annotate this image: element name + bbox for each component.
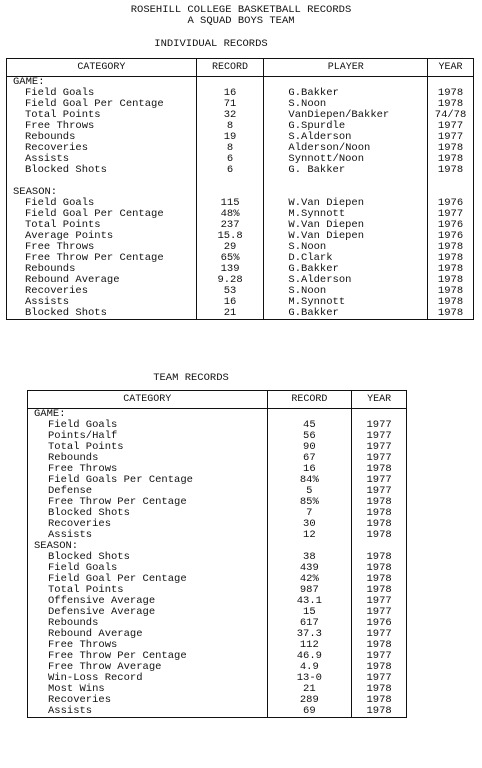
individual-col-category: CATEGORY xyxy=(7,59,197,77)
player-cell: G. Bakker xyxy=(264,165,428,176)
year-cell: 1978 xyxy=(428,286,474,297)
year-cell: 1978 xyxy=(352,497,407,508)
category-cell: Assists xyxy=(25,153,70,165)
section-label: SEASON: xyxy=(13,186,58,198)
section-label: GAME: xyxy=(13,76,45,88)
category-cell: Recoveries xyxy=(25,142,89,154)
record-cell: 289 xyxy=(267,695,352,706)
year-cell: 1978 xyxy=(352,662,407,673)
year-cell: 1977 xyxy=(352,442,407,453)
category-cell: Offensive Average xyxy=(48,595,156,607)
year-cell: 1976 xyxy=(352,618,407,629)
player-cell: G.Bakker xyxy=(264,308,428,320)
year-cell: 1976 xyxy=(428,231,474,242)
table-row xyxy=(7,165,474,176)
record-cell: 15 xyxy=(267,607,352,618)
category-cell: Field Goals xyxy=(48,419,118,431)
year-cell: 1977 xyxy=(352,607,407,618)
player-cell: S.Noon xyxy=(264,286,428,297)
category-cell: Field Goal Per Centage xyxy=(25,208,164,220)
category-cell: Free Throw Per Centage xyxy=(48,650,187,662)
year-cell: 74/78 xyxy=(428,110,474,121)
team-col-record: RECORD xyxy=(267,391,352,409)
record-cell: 9.28 xyxy=(196,275,264,286)
category-cell: Field Goals Per Centage xyxy=(48,474,193,486)
year-cell: 1978 xyxy=(428,297,474,308)
record-cell: 8 xyxy=(196,121,264,132)
team-records-heading: TEAM RECORDS xyxy=(153,372,229,384)
record-cell: 112 xyxy=(267,640,352,651)
table-row xyxy=(7,286,474,297)
table-row xyxy=(7,308,474,320)
category-cell: Defensive Average xyxy=(48,606,156,618)
individual-col-player: PLAYER xyxy=(264,59,428,77)
record-cell: 38 xyxy=(267,552,352,563)
year-cell: 1978 xyxy=(352,508,407,519)
year-cell: 1977 xyxy=(352,596,407,607)
spacer-cell xyxy=(196,176,264,187)
category-cell: Total Points xyxy=(48,441,124,453)
category-cell: Defense xyxy=(48,485,93,497)
year-cell: 1977 xyxy=(428,209,474,220)
category-cell: Recoveries xyxy=(25,285,89,297)
category-cell: Field Goals xyxy=(25,87,95,99)
record-cell: 71 xyxy=(196,99,264,110)
year-cell: 1976 xyxy=(428,220,474,231)
team-header-row xyxy=(28,391,407,409)
year-cell: 1978 xyxy=(352,552,407,563)
record-cell: 15.8 xyxy=(196,231,264,242)
year-cell: 1978 xyxy=(352,695,407,706)
category-cell: Field Goals xyxy=(48,562,118,574)
individual-col-year: YEAR xyxy=(428,59,474,77)
year-cell: 1978 xyxy=(428,88,474,99)
record-cell: 21 xyxy=(196,308,264,320)
record-cell: 21 xyxy=(267,684,352,695)
record-cell: 43.1 xyxy=(267,596,352,607)
record-cell: 16 xyxy=(196,88,264,99)
year-cell: 1978 xyxy=(428,275,474,286)
category-cell: Rebounds xyxy=(48,452,99,464)
year-cell: 1978 xyxy=(428,253,474,264)
individual-records-heading: INDIVIDUAL RECORDS xyxy=(154,38,268,50)
record-cell: 85% xyxy=(267,497,352,508)
record-cell: 237 xyxy=(196,220,264,231)
player-cell: Synnott/Noon xyxy=(264,154,428,165)
section-label: SEASON: xyxy=(34,540,79,552)
table-row xyxy=(7,121,474,132)
player-cell: W.Van Diepen xyxy=(264,231,428,242)
year-cell: 1977 xyxy=(352,629,407,640)
category-cell: Field Goals xyxy=(25,197,95,209)
player-cell: G.Bakker xyxy=(264,88,428,99)
category-cell: Points/Half xyxy=(48,430,118,442)
category-cell: Field Goal Per Centage xyxy=(25,98,164,110)
category-cell: Free Throw Per Centage xyxy=(48,496,187,508)
year-cell: 1978 xyxy=(352,684,407,695)
year-cell: 1977 xyxy=(352,486,407,497)
player-cell: VanDiepen/Bakker xyxy=(264,110,428,121)
player-cell: Alderson/Noon xyxy=(264,143,428,154)
player-cell: M.Synnott xyxy=(264,209,428,220)
record-cell: 115 xyxy=(196,198,264,209)
year-cell: 1978 xyxy=(352,640,407,651)
year-cell: 1978 xyxy=(428,99,474,110)
individual-col-record: RECORD xyxy=(196,59,264,77)
spacer-cell xyxy=(428,176,474,187)
year-cell: 1977 xyxy=(428,132,474,143)
player-cell: S.Alderson xyxy=(264,275,428,286)
year-cell: 1978 xyxy=(352,563,407,574)
year-cell: 1978 xyxy=(428,165,474,176)
record-cell: 37.3 xyxy=(267,629,352,640)
category-cell: Free Throws xyxy=(25,120,95,132)
individual-header-row xyxy=(7,59,474,77)
record-cell: 16 xyxy=(196,297,264,308)
player-cell: S.Alderson xyxy=(264,132,428,143)
record-cell: 48% xyxy=(196,209,264,220)
category-cell: Win-Loss Record xyxy=(48,672,143,684)
record-cell: 32 xyxy=(196,110,264,121)
player-cell: G.Spurdle xyxy=(264,121,428,132)
category-cell: Free Throw Average xyxy=(48,661,162,673)
category-cell: Blocked Shots xyxy=(48,507,130,519)
record-cell: 8 xyxy=(196,143,264,154)
record-cell: 84% xyxy=(267,475,352,486)
record-cell: 65% xyxy=(196,253,264,264)
player-cell: W.Van Diepen xyxy=(264,198,428,209)
record-cell: 45 xyxy=(267,420,352,431)
team-col-category: CATEGORY xyxy=(28,391,268,409)
category-cell: Total Points xyxy=(48,584,124,596)
category-cell: Rebound Average xyxy=(48,628,143,640)
record-cell: 5 xyxy=(267,486,352,497)
year-cell: 1977 xyxy=(352,431,407,442)
year-cell: 1978 xyxy=(352,574,407,585)
team-records-table xyxy=(27,390,407,718)
category-cell: Blocked Shots xyxy=(25,164,107,176)
record-cell: 46.9 xyxy=(267,651,352,662)
player-cell: S.Noon xyxy=(264,99,428,110)
category-cell: Free Throws xyxy=(48,639,118,651)
individual-records-table xyxy=(6,58,474,320)
year-cell: 1976 xyxy=(428,198,474,209)
spacer-cell xyxy=(264,176,428,187)
category-cell: Total Points xyxy=(25,219,101,231)
category-cell: Rebounds xyxy=(48,617,99,629)
record-cell: 19 xyxy=(196,132,264,143)
record-cell: 67 xyxy=(267,453,352,464)
year-cell: 1977 xyxy=(352,673,407,684)
table-row xyxy=(7,253,474,264)
record-cell: 617 xyxy=(267,618,352,629)
category-cell: Blocked Shots xyxy=(48,551,130,563)
record-cell: 7 xyxy=(267,508,352,519)
category-cell: Assists xyxy=(25,296,70,308)
record-cell: 29 xyxy=(196,242,264,253)
record-cell: 30 xyxy=(267,519,352,530)
year-cell: 1978 xyxy=(428,143,474,154)
player-cell: S.Noon xyxy=(264,242,428,253)
year-cell: 1978 xyxy=(352,706,407,718)
record-cell: 16 xyxy=(267,464,352,475)
category-cell: Free Throws xyxy=(48,463,118,475)
category-cell: Most Wins xyxy=(48,683,105,695)
year-cell: 1977 xyxy=(428,121,474,132)
section-spacer xyxy=(7,176,474,187)
record-cell: 53 xyxy=(196,286,264,297)
year-cell: 1978 xyxy=(428,242,474,253)
category-cell: Average Points xyxy=(25,230,114,242)
category-cell: Blocked Shots xyxy=(25,307,107,319)
player-cell: W.Van Diepen xyxy=(264,220,428,231)
year-cell: 1977 xyxy=(352,453,407,464)
category-cell: Free Throws xyxy=(25,241,95,253)
record-cell: 56 xyxy=(267,431,352,442)
record-cell: 13-0 xyxy=(267,673,352,684)
category-cell: Rebound Average xyxy=(25,274,120,286)
year-cell: 1977 xyxy=(352,420,407,431)
player-cell: M.Synnott xyxy=(264,297,428,308)
record-cell: 139 xyxy=(196,264,264,275)
record-cell: 12 xyxy=(267,530,352,541)
year-cell: 1977 xyxy=(352,475,407,486)
section-label: GAME: xyxy=(34,408,66,420)
year-cell: 1978 xyxy=(352,464,407,475)
table-row xyxy=(28,530,407,541)
player-cell: D.Clark xyxy=(264,253,428,264)
table-row xyxy=(28,706,407,718)
record-cell: 90 xyxy=(267,442,352,453)
team-col-year: YEAR xyxy=(352,391,407,409)
record-cell: 42% xyxy=(267,574,352,585)
document-title: ROSEHILL COLLEGE BASKETBALL RECORDS xyxy=(130,4,352,16)
record-cell: 6 xyxy=(196,165,264,176)
category-cell: Rebounds xyxy=(25,263,76,275)
year-cell: 1978 xyxy=(428,154,474,165)
year-cell: 1978 xyxy=(352,519,407,530)
record-cell: 6 xyxy=(196,154,264,165)
category-cell: Field Goal Per Centage xyxy=(48,573,187,585)
year-cell: 1977 xyxy=(352,651,407,662)
table-row xyxy=(7,143,474,154)
record-cell: 439 xyxy=(267,563,352,574)
year-cell: 1978 xyxy=(428,264,474,275)
player-cell: G.Bakker xyxy=(264,264,428,275)
category-cell: Recoveries xyxy=(48,694,112,706)
category-cell: Assists xyxy=(48,529,93,541)
category-cell: Total Points xyxy=(25,109,101,121)
category-cell: Rebounds xyxy=(25,131,76,143)
category-cell: Free Throw Per Centage xyxy=(25,252,164,264)
record-cell: 4.9 xyxy=(267,662,352,673)
year-cell: 1978 xyxy=(428,308,474,320)
category-cell: Recoveries xyxy=(48,518,112,530)
document-subtitle: A SQUAD BOYS TEAM xyxy=(187,15,295,27)
record-cell: 69 xyxy=(267,706,352,718)
year-cell: 1978 xyxy=(352,530,407,541)
record-cell: 987 xyxy=(267,585,352,596)
category-cell: Assists xyxy=(48,705,93,717)
year-cell: 1978 xyxy=(352,585,407,596)
